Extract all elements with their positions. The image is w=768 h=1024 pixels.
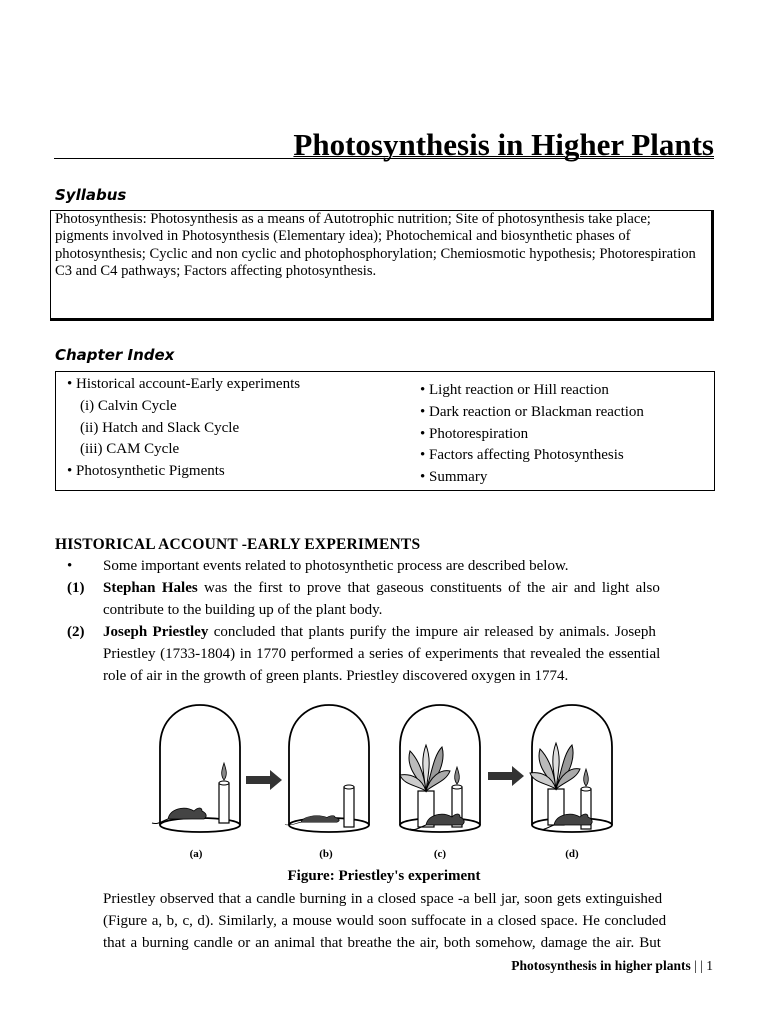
- closing-line3: that a burning candle or an animal that breathe the air, both somehow, damage the air. But: [103, 935, 661, 951]
- index-right-column: [420, 380, 644, 489]
- index-item: • Photorespiration: [420, 425, 529, 442]
- closing-line1: Priestley observed that a candle burning in a closed space -a bell jar, soon gets extinguished: [103, 891, 663, 907]
- item2-line1-rest: concluded that plants purify the impure air released by animals. Joseph: [208, 624, 656, 640]
- index-item: • Photosynthetic Pigments: [67, 463, 225, 480]
- syllabus-heading: Syllabus: [55, 186, 127, 204]
- index-item: • Light reaction or Hill reaction: [420, 382, 609, 398]
- item-number: (2): [67, 624, 85, 640]
- syllabus-box: [50, 210, 714, 321]
- item1-line1-rest: was the first to prove that gaseous constituents of the air and light also: [197, 580, 660, 596]
- item1-name: Stephan Hales: [103, 580, 198, 596]
- closing-line2: (Figure a, b, c, d). Similarly, a mouse would soon suffocate in a closed space. He concluded: [103, 913, 667, 929]
- index-left-column: [67, 374, 300, 483]
- item-number: (1): [67, 580, 85, 596]
- index-item: • Dark reaction or Blackman reaction: [420, 403, 644, 420]
- intro-bullet: •: [67, 558, 73, 574]
- item1-line2: contribute to the building up of the plant body.: [103, 602, 383, 618]
- figure-label-c: (c): [433, 848, 447, 860]
- arrow-icon: [488, 766, 524, 786]
- arrow-icon: [246, 770, 282, 790]
- index-item: • Historical account-Early experiments: [67, 376, 301, 392]
- page-footer: [511, 958, 713, 974]
- page-title: Photosynthesis in Higher Plants: [54, 124, 714, 159]
- page-number: | | 1: [694, 958, 713, 973]
- index-item: (ii) Hatch and Slack Cycle: [80, 419, 240, 436]
- section-heading: HISTORICAL ACCOUNT -EARLY EXPERIMENTS: [55, 536, 421, 553]
- jar-d: [530, 705, 612, 832]
- figure-caption: Figure: Priestley's experiment: [287, 868, 481, 884]
- item2-line1: [103, 621, 713, 643]
- index-item: (i) Calvin Cycle: [80, 397, 177, 414]
- jar-a: [152, 705, 240, 832]
- chapter-index-box: [55, 371, 715, 491]
- jar-c: [400, 705, 480, 832]
- figure-label-b: (b): [319, 848, 333, 860]
- chapter-index-heading: Chapter Index: [55, 346, 175, 364]
- footer-text: Photosynthesis in higher plants: [511, 958, 691, 973]
- index-item: • Summary: [420, 469, 488, 486]
- figure-label-d: (d): [565, 848, 579, 860]
- index-item: • Factors affecting Photosynthesis: [420, 447, 624, 464]
- item1-line1: [103, 577, 713, 599]
- item2-name: Joseph Priestley: [103, 624, 209, 640]
- intro-text: Some important events related to photosynthetic process are described below.: [103, 558, 569, 574]
- index-item: (iii) CAM Cycle: [80, 441, 180, 458]
- figure-label-a: (a): [189, 848, 203, 860]
- syllabus-text: Photosynthesis: Photosynthesis as a means of Autotrophic nutrition; Site of photosynthesis take place; pigments involved in Photosynthesis (Elementary idea); Photochemical and biosynthetic phases of photosynthesis; Cyclic and non cyclic and photophosphorylation; Chemiosmotic hypothesis; Photorespiration C3 and C4 pathways; Factors affecting photosynthesis.: [55, 211, 696, 280]
- item2-line3: role of air in the growth of green plants. Priestley discovered oxygen in 1774.: [103, 668, 569, 684]
- priestley-experiment-figure: [150, 695, 620, 865]
- jar-b: [285, 705, 369, 832]
- item2-line2: Priestley (1733-1804) in 1770 performed a series of experiments that revealed the essential: [103, 646, 661, 662]
